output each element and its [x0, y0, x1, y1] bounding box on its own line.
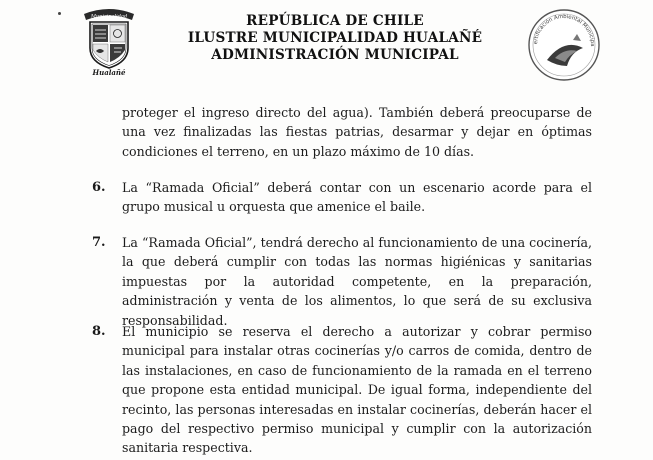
clause-number: 6.: [92, 180, 106, 195]
letterhead: [0, 0, 653, 90]
municipality-crest-logo: [78, 6, 140, 76]
scan-speck: [58, 12, 61, 15]
clause-text: La “Ramada Oficial” deberá contar con un escenario acorde para el grupo musical u orquesta que amenice el baile.: [122, 180, 592, 215]
seal-text: Certificación Ambiental Municipa: [532, 13, 596, 47]
clause-number: 8.: [92, 324, 106, 339]
clause-text: El municipio se reserva el derecho a autorizar y cobrar permiso municipal para instalar otras cocinerías y/o carros de comida, dentro de las instalaciones, en caso de funcionamiento de la ramada en el terreno que propone esta entidad municipal. De igual forma, independiente del recinto, las personas interesadas en instalar cocinerías, deberán hacer el pago del respectivo permiso municipal y cumplir con la autorización sanitaria respectiva.: [122, 324, 592, 456]
header-line-republic: REPÚBLICA DE CHILE: [246, 13, 424, 29]
environmental-certification-seal: [527, 8, 601, 82]
letterhead-title-block: [150, 13, 520, 64]
continuation-paragraph: proteger el ingreso directo del agua). También deberá preocuparse de una vez finalizadas las fiestas patrias, desarmar y dejar en óptimas condiciones el terreno, en un plazo máximo de 10 días.: [122, 105, 592, 159]
header-line-municipality: ILUSTRE MUNICIPALIDAD HUALAÑÉ: [187, 30, 483, 46]
header-line-administration: ADMINISTRACIÓN MUNICIPAL: [211, 47, 459, 63]
clause-text: La “Ramada Oficial”, tendrá derecho al funcionamiento de una cocinería, la que deberá cumplir con todas las normas higiénicas y sanitarias impuestas por la autoridad competente, en la preparación, administración y venta de los alimentos, lo que será de su exclusiva responsabilidad.: [122, 235, 592, 328]
crest-bottom-text: Hualañé: [92, 68, 126, 76]
clause-number: 7.: [92, 235, 106, 250]
crest-top-text: Municipalidad: [90, 13, 128, 20]
